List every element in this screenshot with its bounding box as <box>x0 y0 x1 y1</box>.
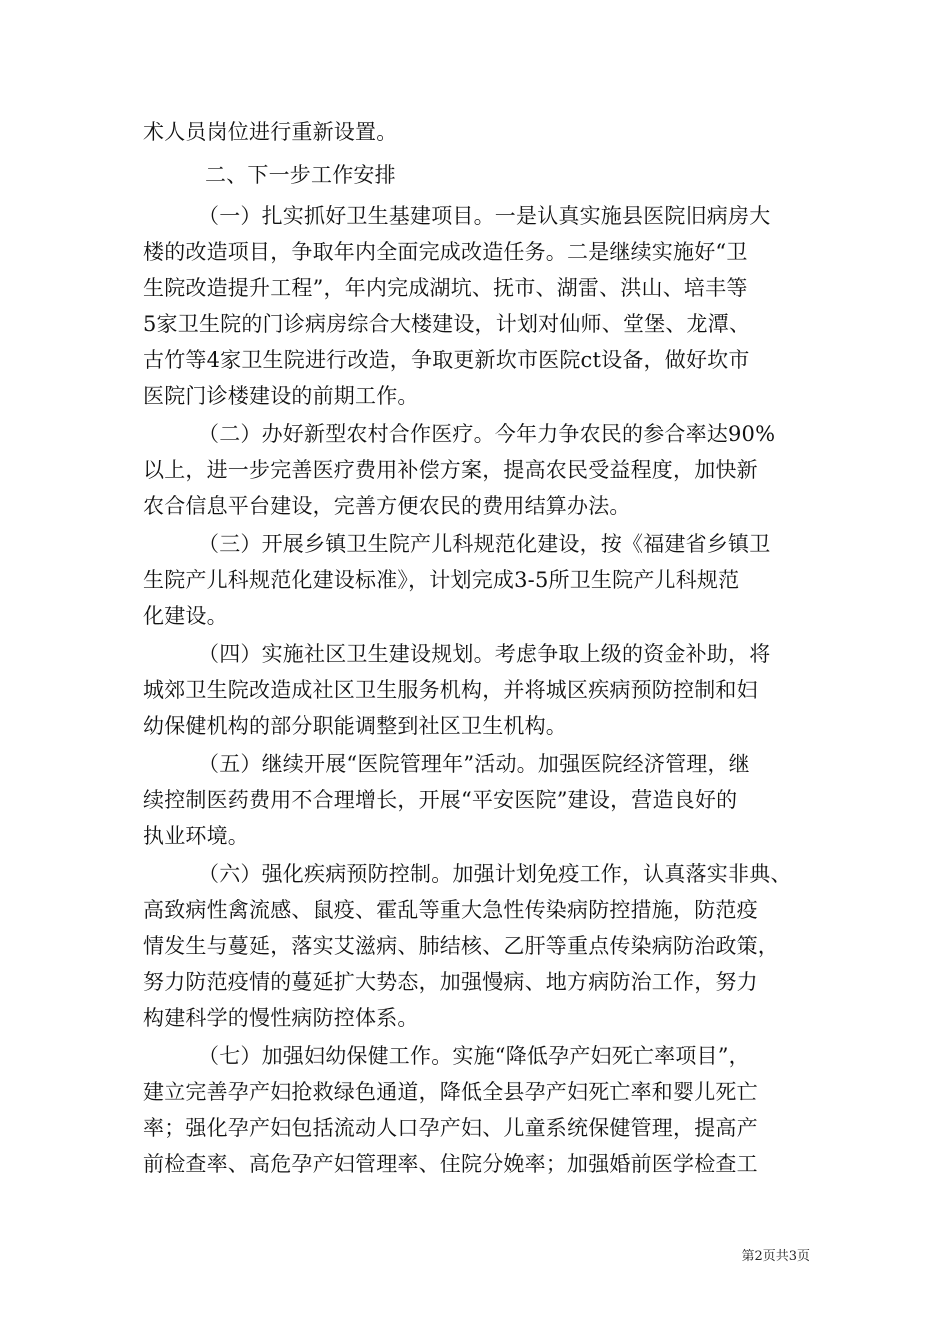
text-line: 城郊卫生院改造成社区卫生服务机构，并将城区疾病预防控制和妇 <box>143 678 758 702</box>
text-line: 医院门诊楼建设的前期工作。 <box>143 384 419 408</box>
text-line: 建立完善孕产妇抢救绿色通道，降低全县孕产妇死亡率和婴儿死亡 <box>143 1080 758 1104</box>
text-line: 续控制医药费用不合理增长，开展“平安医院”建设，营造良好的 <box>143 788 738 812</box>
text-line: 以上，进一步完善医疗费用补偿方案，提高农民受益程度，加快新 <box>143 458 758 482</box>
text-line: （七）加强妇幼保健工作。实施“降低孕产妇死亡率项目”， <box>198 1044 750 1068</box>
text-line: （四）实施社区卫生建设规划。考虑争取上级的资金补助，将 <box>198 642 771 666</box>
text-line: （三）开展乡镇卫生院产儿科规范化建设，按《福建省乡镇卫 <box>198 532 771 556</box>
text-line: 生院产儿科规范化建设标准》，计划完成3-5所卫生院产儿科规范 <box>143 568 740 592</box>
text-line: （二）办好新型农村合作医疗。今年力争农民的参合率达90% <box>198 422 776 446</box>
text-line: 高致病性禽流感、鼠疫、霍乱等重大急性传染病防控措施，防范疫 <box>143 898 758 922</box>
text-line: 构建科学的慢性病防控体系。 <box>143 1006 419 1030</box>
text-line: （一）扎实抓好卫生基建项目。一是认真实施县医院旧病房大 <box>198 204 771 228</box>
section-heading: 二、下一步工作安排 <box>205 163 396 187</box>
text-line: 农合信息平台建设，完善方便农民的费用结算办法。 <box>143 494 631 518</box>
text-line: 楼的改造项目，争取年内全面完成改造任务。二是继续实施好“卫 <box>143 240 748 264</box>
text-line: 古竹等4家卫生院进行改造，争取更新坎市医院ct设备，做好坎市 <box>143 348 750 372</box>
text-line: 5家卫生院的门诊病房综合大楼建设，计划对仙师、堂堡、龙潭、 <box>143 312 751 336</box>
text-line: 执业环境。 <box>143 824 249 848</box>
page-number: 第2页共3页 <box>741 1249 810 1264</box>
text-line: （六）强化疾病预防控制。加强计划免疫工作，认真落实非典、 <box>198 862 792 886</box>
text-line: 幼保健机构的部分职能调整到社区卫生机构。 <box>143 714 567 738</box>
text-line: 生院改造提升工程”，年内完成湖坑、抚市、湖雷、洪山、培丰等 <box>143 276 748 300</box>
text-line: 术人员岗位进行重新设置。 <box>143 120 398 144</box>
text-line: 情发生与蔓延，落实艾滋病、肺结核、乙肝等重点传染病防治政策， <box>143 934 779 958</box>
text-line: 努力防范疫情的蔓延扩大势态，加强慢病、地方病防治工作，努力 <box>143 970 758 994</box>
text-line: 率；强化孕产妇包括流动人口孕产妇、儿童系统保健管理，提高产 <box>143 1116 758 1140</box>
text-line: 前检查率、高危孕产妇管理率、住院分娩率；加强婚前医学检查工 <box>143 1152 758 1176</box>
text-line: （五）继续开展“医院管理年”活动。加强医院经济管理，继 <box>198 752 750 776</box>
text-line: 化建设。 <box>143 604 228 628</box>
